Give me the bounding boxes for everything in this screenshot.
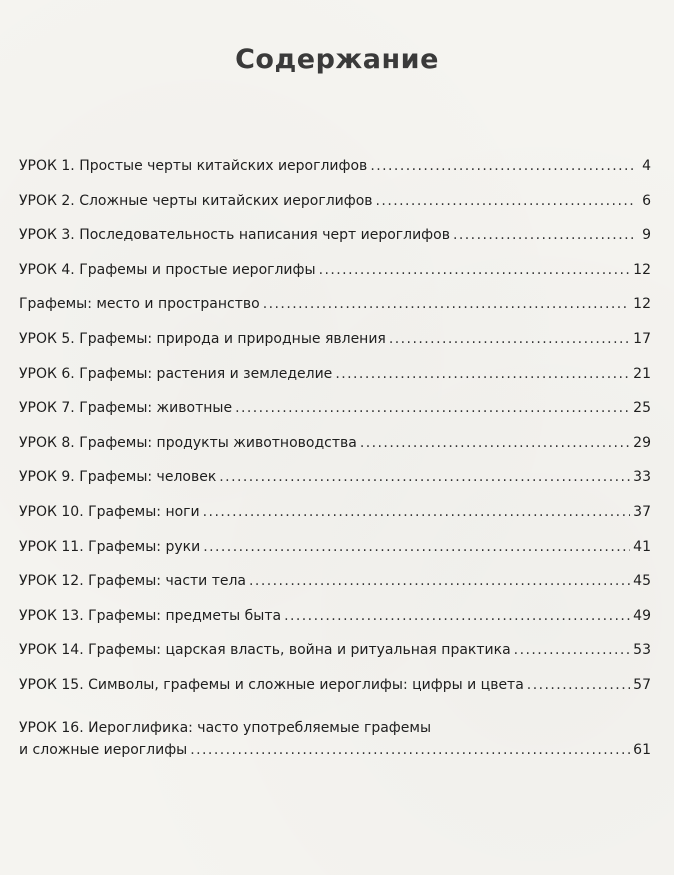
toc-entry-label: УРОК 2. Сложные черты китайских иероглифов [19,192,373,209]
leader-dots [235,400,630,417]
toc-entry-page: 29 [633,434,651,451]
toc-entry-page: 25 [633,400,651,417]
toc-entry-page: 9 [642,227,651,244]
toc-entry-label: УРОК 15. Символы, графемы и сложные иероглифы: цифры и цвета [19,676,524,693]
toc-entry-multiline[interactable] [19,720,651,762]
toc-entry[interactable] [19,608,651,643]
toc-entry-label-line2: и сложные иероглифы [19,741,188,758]
toc-entry[interactable] [19,504,651,539]
leader-dots [335,366,630,383]
toc-entry-label: УРОК 9. Графемы: человек [19,469,217,486]
toc-entry-page: 21 [633,365,651,382]
leader-dots [203,504,631,521]
leader-dots [527,677,630,694]
toc-entry-label: УРОК 10. Графемы: ноги [19,503,200,520]
toc-entry-page: 49 [633,607,651,624]
leader-dots [263,296,630,313]
toc-entry-label: УРОК 12. Графемы: части тела [19,573,247,590]
toc-entry-page: 45 [633,573,651,590]
leader-dots [376,193,634,210]
leader-dots [370,158,634,175]
toc-entry-page: 12 [633,261,651,278]
leader-dots [284,608,630,625]
toc-entry-page: 53 [633,642,651,659]
toc-entry-page: 41 [633,538,651,555]
toc-entry[interactable] [19,400,651,435]
toc-entry-label: УРОК 6. Графемы: растения и земледелие [19,365,333,382]
toc-entry[interactable] [19,193,651,228]
toc-entry-label: УРОК 3. Последовательность написания черт иероглифов [19,227,450,244]
leader-dots [249,573,630,590]
toc-entry-page: 17 [633,330,651,347]
leader-dots [219,469,630,486]
toc-entry[interactable] [19,296,651,331]
toc-entry[interactable] [19,158,651,193]
toc-entry[interactable] [19,539,651,574]
toc-entry-page: 4 [642,158,651,174]
toc-entry-page: 33 [633,469,651,486]
toc-entry-label-line1: УРОК 16. Иероглифика: часто употребляемые графемы [19,719,432,736]
toc-entry-label: УРОК 13. Графемы: предметы быта [19,607,282,624]
leader-dots [190,742,630,759]
toc-entry-line2 [19,742,651,762]
toc-entry-label: УРОК 4. Графемы и простые иероглифы [19,261,316,278]
leader-dots [453,227,634,244]
toc-entry-page: 37 [633,503,651,520]
toc-entry-label: УРОК 14. Графемы: царская власть, война и ритуальная практика [19,642,511,659]
toc-entry-label: УРОК 1. Простые черты китайских иероглифов [19,158,368,174]
toc-entry[interactable] [19,366,651,401]
toc-entry-page: 12 [633,296,651,313]
toc-entry[interactable] [19,677,651,712]
toc-entry[interactable] [19,435,651,470]
toc-entry-label: УРОК 7. Графемы: животные [19,400,233,417]
toc-entry-page: 6 [642,192,651,209]
toc-entry-label: Графемы: место и пространство [19,296,260,313]
toc-entry[interactable] [19,262,651,297]
leader-dots [389,331,630,348]
toc-entry[interactable] [19,227,651,262]
leader-dots [203,539,630,556]
leader-dots [514,642,631,659]
leader-dots [360,435,630,452]
toc-entry-page: 57 [633,676,651,693]
toc-entry-page: 61 [633,741,651,758]
toc-entry[interactable] [19,642,651,677]
toc-entry-label: УРОК 5. Графемы: природа и природные явления [19,330,386,347]
leader-dots [319,262,631,279]
toc-entry[interactable] [19,469,651,504]
page-title: Содержание [235,44,439,75]
table-of-contents [19,158,651,762]
toc-entry-label: УРОК 11. Графемы: руки [19,538,201,555]
toc-entry[interactable] [19,331,651,366]
toc-entry[interactable] [19,573,651,608]
toc-entry-label: УРОК 8. Графемы: продукты животноводства [19,434,357,451]
